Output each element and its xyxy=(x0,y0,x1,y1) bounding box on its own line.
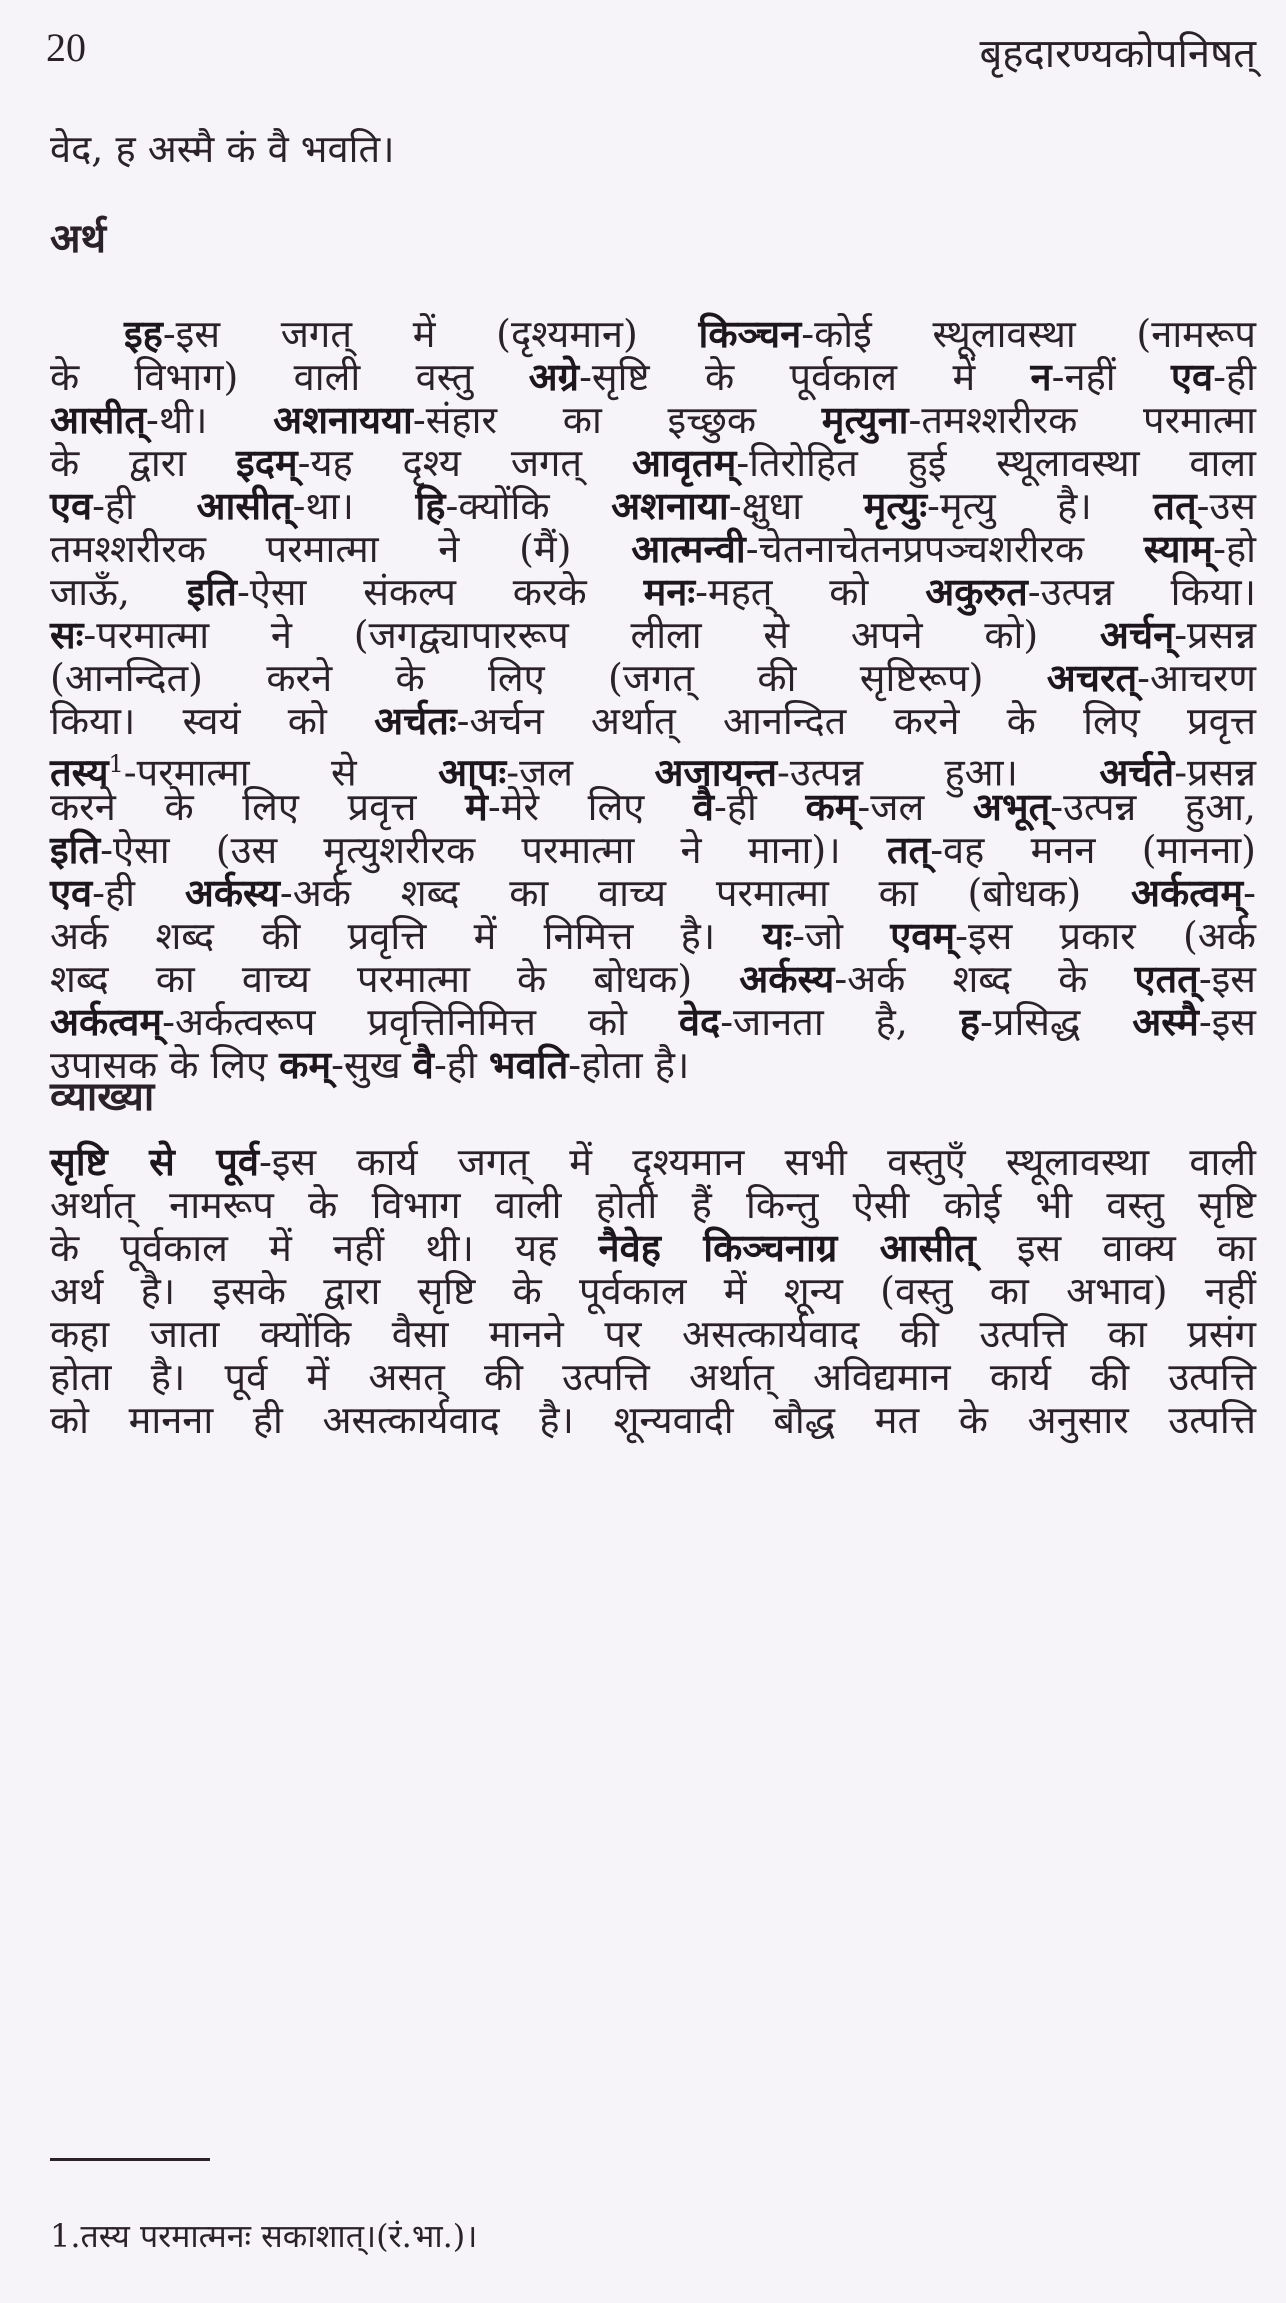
text-run: -वह मनन (मानना) xyxy=(930,828,1256,872)
text-run: -क्योंकि xyxy=(445,484,612,528)
text-run: जाऊँ, xyxy=(50,570,187,614)
text-run: -जो xyxy=(792,914,891,958)
gloss-term: न xyxy=(1030,354,1052,399)
text-run: -उत्पन्न हुआ। xyxy=(777,750,1100,795)
gloss-term: ह xyxy=(959,999,980,1044)
gloss-term: नैवेह किञ्चनाग्र आसीत् xyxy=(598,1225,976,1270)
gloss-term: मृत्युना xyxy=(821,397,909,442)
text-run: -अर्कत्वरूप प्रवृत्तिनिमित्त को xyxy=(162,1000,679,1044)
text-run: -इस कार्य जगत् में दृश्यमान सभी वस्तुएँ स्थूलावस्था वाली xyxy=(258,1140,1256,1184)
text-run: कहा जाता क्योंकि वैसा मानने पर असत्कार्यवाद की उत्पत्ति का प्रसंग xyxy=(50,1312,1256,1356)
gloss-term: तत् xyxy=(886,827,931,872)
text-run: -प्रसन्न xyxy=(1174,750,1256,795)
text-run: (आनन्दित) करने के लिए (जगत् की सृष्टिरूप) xyxy=(50,656,1047,700)
text-run: -जल xyxy=(857,785,973,829)
text-run: -ही xyxy=(92,871,185,915)
gloss-term: अचरत् xyxy=(1046,655,1138,700)
gloss-term: अर्कत्वम् xyxy=(1131,870,1244,915)
text-run: -सुख xyxy=(331,1043,413,1087)
text-run: अर्क शब्द की प्रवृत्ति में निमित्त है। xyxy=(50,914,763,958)
gloss-term: एव xyxy=(50,870,93,915)
gloss-term: इदम् xyxy=(236,440,298,485)
gloss-term: अग्रे xyxy=(528,354,580,399)
text-run: -प्रसिद्ध xyxy=(979,1000,1133,1044)
gloss-term: तत् xyxy=(1153,483,1197,528)
text-run: -कोई स्थूलावस्था (नामरूप xyxy=(801,312,1256,356)
text-run: उपासक के लिए xyxy=(50,1043,280,1087)
gloss-term: सृष्टि से पूर्व xyxy=(50,1139,259,1184)
text-run: के द्वारा xyxy=(50,441,237,485)
text-run: के पूर्वकाल में नहीं थी। यह xyxy=(50,1226,599,1270)
gloss-term: अजायन्त xyxy=(654,749,777,795)
opening-line: वेद, ह अस्मै कं वै भवति। xyxy=(50,127,395,171)
text-run: -अर्चन अर्थात् आनन्दित करने के लिए प्रवृत्त xyxy=(456,699,1256,743)
text-run: -इस जगत् में (दृश्यमान) xyxy=(162,312,699,356)
gloss-term: अशनाया xyxy=(611,483,729,528)
gloss-term: किञ्चन xyxy=(698,311,802,356)
text-run: -संहार का इच्छुक xyxy=(412,398,822,442)
gloss-term: मे xyxy=(465,784,488,829)
gloss-term: अर्चते xyxy=(1099,749,1175,795)
text-run: -परमात्मा ने (जगद्व्यापाररूप लीला से अपने को) xyxy=(83,613,1100,657)
text-run: -उत्पन्न किया। xyxy=(1027,570,1256,614)
gloss-term: वै xyxy=(692,784,714,829)
text-line xyxy=(50,1393,1256,1447)
gloss-term: वेद xyxy=(678,999,721,1044)
gloss-term: वै xyxy=(412,1042,434,1087)
text-run: -नहीं xyxy=(1051,355,1171,399)
gloss-term: स्याम् xyxy=(1143,526,1214,571)
text-run: -तिरोहित हुई स्थूलावस्था वाला xyxy=(736,441,1256,485)
text-run: -प्रसन्न xyxy=(1174,613,1256,657)
text-run: शब्द का वाच्य परमात्मा के बोधक) xyxy=(50,957,740,1001)
gloss-term: भवति xyxy=(488,1042,569,1087)
gloss-term: अकुरुत xyxy=(925,569,1028,614)
text-run: अर्थात् नामरूप के विभाग वाली होती हैं किन्तु ऐसी कोई भी वस्तु सृष्टि xyxy=(50,1183,1256,1227)
gloss-term: कम् xyxy=(805,784,858,829)
text-run: किया। स्वयं को xyxy=(50,699,375,743)
text-run: -परमात्मा से xyxy=(123,750,439,795)
gloss-term: अभूत् xyxy=(972,784,1051,829)
gloss-term: अर्कस्य xyxy=(739,956,835,1001)
gloss-term: इति xyxy=(50,827,101,872)
text-run: अर्थ है। इसके द्वारा सृष्टि के पूर्वकाल में शून्य (वस्तु का अभाव) नहीं xyxy=(50,1269,1256,1313)
gloss-term: अशनायया xyxy=(273,397,413,442)
text-run: को मानना ही असत्कार्यवाद है। शून्यवादी बौद्ध मत के अनुसार उत्पत्ति xyxy=(50,1398,1256,1442)
text-run: होता है। पूर्व में असत् की उत्पत्ति अर्थात् अविद्यमान कार्य की उत्पत्ति xyxy=(50,1355,1256,1399)
text-run: -इस xyxy=(1198,1000,1256,1044)
gloss-term: इह xyxy=(124,311,163,356)
page-number: 20 xyxy=(46,25,86,70)
gloss-term: आपः xyxy=(438,749,507,795)
text-run: -इस प्रकार (अर्क xyxy=(955,914,1256,958)
text-run: तमश्शरीरक परमात्मा ने (मैं) xyxy=(50,527,632,571)
text-run: -था। xyxy=(292,484,416,528)
page-header xyxy=(46,22,1256,82)
section-heading-vyakhya: व्याख्या xyxy=(50,1073,155,1120)
gloss-term: आत्मन्वी xyxy=(631,526,746,571)
gloss-term: कम् xyxy=(279,1042,332,1087)
text-run: -थी। xyxy=(146,398,274,442)
gloss-term: हि xyxy=(415,483,446,528)
gloss-term: इति xyxy=(186,569,237,614)
text-run: -उत्पन्न हुआ, xyxy=(1050,785,1256,829)
text-run: -मेरे लिए xyxy=(487,785,693,829)
gloss-term: एव xyxy=(50,483,93,528)
text-run: - xyxy=(1243,871,1256,915)
gloss-term: अर्कस्य xyxy=(184,870,280,915)
text-run: -होता है। xyxy=(568,1043,690,1087)
footnote-marker: 1 xyxy=(108,750,124,778)
text-run: -अर्क शब्द का वाच्य परमात्मा का (बोधक) xyxy=(279,871,1132,915)
section-heading-artha: अर्थ xyxy=(50,215,107,262)
gloss-term: अस्मै xyxy=(1132,999,1199,1044)
footnote-rule xyxy=(50,2158,210,2161)
text-run: -तमश्शरीरक परमात्मा xyxy=(908,398,1256,442)
text-run: -इस xyxy=(1198,957,1256,1001)
text-run: -हो xyxy=(1213,527,1256,571)
text-run: -अर्क शब्द के xyxy=(834,957,1135,1001)
text-run: -आचरण xyxy=(1137,656,1256,700)
text-run: -ही xyxy=(1213,355,1256,399)
text-run: -जल xyxy=(506,750,655,795)
gloss-term: अर्चन् xyxy=(1099,612,1175,657)
text-run: -ही xyxy=(92,484,197,528)
gloss-term: मृत्युः xyxy=(863,483,928,528)
text-run: -यह दृश्य जगत् xyxy=(297,441,632,485)
text-run: -उस xyxy=(1196,484,1256,528)
text-run: -मृत्यु है। xyxy=(927,484,1154,528)
text-run: -सृष्टि के पूर्वकाल में xyxy=(579,355,1031,399)
text-run: -ऐसा संकल्प करके xyxy=(236,570,644,614)
text-run: -ही xyxy=(714,785,806,829)
gloss-term: तस्य xyxy=(50,749,109,795)
gloss-term: आवृतम् xyxy=(631,440,737,485)
gloss-term: एतत् xyxy=(1134,956,1199,1001)
text-run: -क्षुधा xyxy=(728,484,864,528)
gloss-term: अर्कत्वम् xyxy=(50,999,163,1044)
gloss-term: आसीत् xyxy=(50,397,147,442)
gloss-term: एव xyxy=(1170,354,1214,399)
gloss-term: सः xyxy=(50,612,84,657)
text-run: -चेतनाचेतनप्रपञ्चशरीरक xyxy=(745,527,1144,571)
gloss-term: अर्चतः xyxy=(374,698,457,743)
text-run: -जानता है, xyxy=(720,1000,960,1044)
gloss-term: मनः xyxy=(643,569,696,614)
text-run: -महत् को xyxy=(695,570,926,614)
text-run: इस वाक्य का xyxy=(975,1226,1256,1270)
text-run: -ऐसा (उस मृत्युशरीरक परमात्मा ने माना)। xyxy=(100,828,887,872)
running-title: बृहदारण्यकोपनिषत् xyxy=(979,31,1256,77)
text-run: -ही xyxy=(433,1043,489,1087)
text-run: के विभाग) वाली वस्तु xyxy=(50,355,529,399)
text-run: करने के लिए प्रवृत्त xyxy=(50,785,466,829)
gloss-term: यः xyxy=(762,913,793,958)
footnote: 1.तस्य परमात्मनः सकाशात्।(रं.भा.)। xyxy=(50,2217,478,2255)
gloss-term: एवम् xyxy=(890,913,956,958)
gloss-term: आसीत् xyxy=(196,483,293,528)
